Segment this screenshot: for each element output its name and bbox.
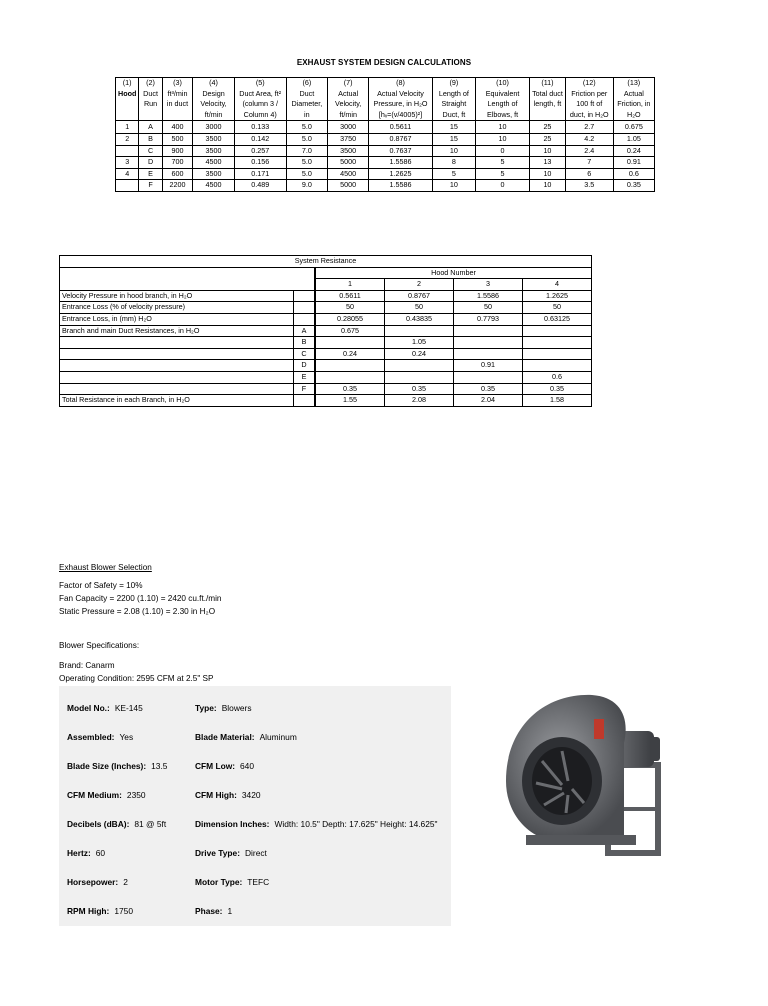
calc-cell: 0.156: [234, 157, 286, 169]
resistance-row: [60, 360, 592, 372]
spec-value: 60: [95, 848, 106, 858]
spec-key: RPM High:: [67, 906, 110, 916]
resistance-value: [385, 360, 454, 372]
calc-cell: 3: [116, 157, 139, 169]
calc-cell: 9.0: [286, 180, 328, 192]
resistance-value: 0.24: [316, 348, 385, 360]
spec-key: Decibels (dBA):: [67, 819, 130, 829]
resistance-row-label: [60, 371, 294, 383]
calc-table-row: [116, 145, 655, 157]
spec-item: [195, 703, 252, 713]
resistance-duct-letter: [294, 290, 315, 302]
specifications-panel: [59, 686, 451, 926]
spec-item: [195, 790, 261, 800]
resistance-row: [60, 290, 592, 302]
spec-key: Blade Material:: [195, 732, 255, 742]
spec-key: Blade Size (Inches):: [67, 761, 147, 771]
resistance-row: [60, 348, 592, 360]
calc-cell: 1.5586: [369, 157, 433, 169]
calc-cell: 3.5: [565, 180, 613, 192]
calc-header-col12: (12) Friction per 100 ft of duct, in H₂O: [565, 78, 613, 121]
hood-number-header: Hood Number: [316, 267, 592, 279]
spec-value: 2: [123, 877, 128, 887]
spec-key: Type:: [195, 703, 217, 713]
resistance-row: [60, 325, 592, 337]
calc-cell: 3750: [328, 133, 369, 145]
calc-cell: 10: [530, 168, 566, 180]
calc-cell: [116, 145, 139, 157]
resistance-value: 0.6: [523, 371, 592, 383]
calc-cell: 5: [476, 157, 530, 169]
calc-header-col2: (2) Duct Run: [139, 78, 162, 121]
calc-cell: 3500: [193, 145, 235, 157]
spec-value: 1: [227, 906, 233, 916]
resistance-row-label: Velocity Pressure in hood branch, in H₂O: [60, 290, 294, 302]
spec-item: [67, 906, 133, 916]
resistance-value: [523, 348, 592, 360]
spec-key: CFM Low:: [195, 761, 236, 771]
calc-cell: 5.0: [286, 121, 328, 134]
spec-value: 640: [240, 761, 254, 771]
resistance-value: 0.35: [523, 383, 592, 395]
static-pressure: Static Pressure = 2.08 (1.10) = 2.30 in H₂O: [59, 607, 216, 616]
calc-cell: 10: [530, 180, 566, 192]
hood-number-1: 1: [316, 279, 385, 291]
calc-cell: 6: [565, 168, 613, 180]
resistance-value: 0.91: [454, 360, 523, 372]
calc-table-row: [116, 133, 655, 145]
calc-cell: 3500: [328, 145, 369, 157]
spec-item: [195, 732, 297, 742]
resistance-table-title: System Resistance: [60, 256, 592, 268]
spec-value: 81 @ 5ft: [134, 819, 167, 829]
spec-item: [195, 848, 267, 858]
calc-cell: 1.2625: [369, 168, 433, 180]
spec-item: [195, 906, 232, 916]
spec-value: Width: 10.5" Depth: 17.625" Height: 14.625": [274, 819, 438, 829]
spec-item: [67, 848, 105, 858]
calc-header-col9: (9) Length of Straight Duct, ft: [432, 78, 475, 121]
calc-table-row: [116, 157, 655, 169]
resistance-value: [454, 337, 523, 349]
spec-value: 3420: [241, 790, 261, 800]
resistance-row-label: Total Resistance in each Branch, in H₂O: [60, 395, 294, 407]
calc-cell: 2200: [162, 180, 192, 192]
calc-cell: 3000: [193, 121, 235, 134]
calc-cell: 4500: [193, 157, 235, 169]
resistance-value: 1.2625: [523, 290, 592, 302]
spec-value: Aluminum: [259, 732, 297, 742]
calc-cell: 15: [432, 121, 475, 134]
resistance-value: 1.58: [523, 395, 592, 407]
calc-cell: 10: [476, 121, 530, 134]
calc-table-body: [116, 121, 655, 192]
resistance-row: [60, 371, 592, 383]
calc-cell: 0.142: [234, 133, 286, 145]
calc-table-row: [116, 168, 655, 180]
resistance-value: 0.675: [316, 325, 385, 337]
calc-cell: 2: [116, 133, 139, 145]
calc-cell: 1.05: [613, 133, 654, 145]
calc-cell: 0.133: [234, 121, 286, 134]
calc-cell: 10: [530, 145, 566, 157]
resistance-value: [523, 360, 592, 372]
calc-cell: C: [139, 145, 162, 157]
resistance-value: 0.63125: [523, 313, 592, 325]
resistance-value: 0.7793: [454, 313, 523, 325]
calc-table-row: [116, 121, 655, 134]
factor-of-safety: Factor of Safety = 10%: [59, 581, 143, 590]
calc-cell: 700: [162, 157, 192, 169]
calc-cell: 0.91: [613, 157, 654, 169]
hood-number-3: 3: [454, 279, 523, 291]
calc-header-col11: (11) Total duct length, ft: [530, 78, 566, 121]
calc-cell: 10: [432, 145, 475, 157]
resistance-duct-letter: F: [294, 383, 315, 395]
calc-cell: 1: [116, 121, 139, 134]
calc-cell: 13: [530, 157, 566, 169]
spec-key: Motor Type:: [195, 877, 243, 887]
resistance-row-label: Entrance Loss, in (mm) H₂O: [60, 313, 294, 325]
spec-key: CFM Medium:: [67, 790, 122, 800]
resistance-value: 50: [523, 302, 592, 314]
resistance-duct-letter: D: [294, 360, 315, 372]
spec-value: 1750: [114, 906, 133, 916]
calc-cell: E: [139, 168, 162, 180]
resistance-value: [316, 360, 385, 372]
operating-condition: Operating Condition: 2595 CFM at 2.5" SP: [59, 674, 214, 683]
resistance-row: [60, 313, 592, 325]
calc-cell: 0.7637: [369, 145, 433, 157]
spec-value: KE-145: [114, 703, 143, 713]
resistance-header-blank: [60, 267, 315, 290]
calc-cell: 7.0: [286, 145, 328, 157]
resistance-value: [385, 325, 454, 337]
resistance-duct-letter: B: [294, 337, 315, 349]
calc-cell: 0.5611: [369, 121, 433, 134]
calc-header-row: [116, 78, 655, 121]
spec-value: Yes: [119, 732, 134, 742]
calc-cell: F: [139, 180, 162, 192]
calc-cell: 0.6: [613, 168, 654, 180]
blower-selection-heading: Exhaust Blower Selection: [59, 563, 152, 572]
resistance-value: 2.08: [385, 395, 454, 407]
calc-cell: 500: [162, 133, 192, 145]
resistance-row: [60, 395, 592, 407]
resistance-row-label: Branch and main Duct Resistances, in H₂O: [60, 325, 294, 337]
calc-cell: 0.35: [613, 180, 654, 192]
spec-key: CFM High:: [195, 790, 237, 800]
resistance-value: 0.8767: [385, 290, 454, 302]
resistance-value: 0.28055: [316, 313, 385, 325]
calc-cell: 0.171: [234, 168, 286, 180]
spec-value: 2350: [126, 790, 146, 800]
resistance-value: [523, 337, 592, 349]
calc-header-col13: (13) Actual Friction, in H₂O: [613, 78, 654, 121]
resistance-value: [316, 337, 385, 349]
resistance-value: 0.35: [454, 383, 523, 395]
resistance-row: [60, 337, 592, 349]
calc-cell: 4: [116, 168, 139, 180]
resistance-value: [454, 325, 523, 337]
resistance-value: [454, 371, 523, 383]
resistance-value: [316, 371, 385, 383]
resistance-row-label: Entrance Loss (% of velocity pressure): [60, 302, 294, 314]
spec-key: Dimension Inches:: [195, 819, 270, 829]
resistance-row-label: [60, 348, 294, 360]
calc-header-col5: (5) Duct Area, ft² (column 3 / Column 4): [234, 78, 286, 121]
calc-cell: 400: [162, 121, 192, 134]
calc-cell: [116, 180, 139, 192]
resistance-row-label: [60, 337, 294, 349]
system-resistance-table: [59, 255, 592, 407]
spec-item: [195, 819, 438, 829]
spec-item: [67, 877, 128, 887]
hood-number-2: 2: [385, 279, 454, 291]
resistance-value: 50: [454, 302, 523, 314]
resistance-value: 0.35: [316, 383, 385, 395]
calc-header-col3: (3) ft³/min in duct: [162, 78, 192, 121]
resistance-row: [60, 302, 592, 314]
calc-header-col7: (7) Actual Velocity, ft/min: [328, 78, 369, 121]
calc-cell: 7: [565, 157, 613, 169]
calc-header-col8: (8) Actual Velocity Pressure, in H₂O [hᵥ=(v/4005)²]: [369, 78, 433, 121]
spec-key: Horsepower:: [67, 877, 119, 887]
spec-key: Assembled:: [67, 732, 115, 742]
brand: Brand: Canarm: [59, 661, 115, 670]
resistance-row-label: [60, 360, 294, 372]
spec-item: [67, 761, 167, 771]
calc-cell: B: [139, 133, 162, 145]
calc-header-col10: (10) Equivalent Length of Elbows, ft: [476, 78, 530, 121]
page-title: EXHAUST SYSTEM DESIGN CALCULATIONS: [296, 58, 472, 67]
spec-item: [195, 877, 269, 887]
spec-key: Phase:: [195, 906, 223, 916]
calc-cell: D: [139, 157, 162, 169]
spec-value: 13.5: [151, 761, 168, 771]
calc-cell: 5.0: [286, 133, 328, 145]
resistance-value: 0.24: [385, 348, 454, 360]
calc-cell: 0.8767: [369, 133, 433, 145]
resistance-value: 0.5611: [316, 290, 385, 302]
resistance-value: 0.35: [385, 383, 454, 395]
calc-cell: 4500: [328, 168, 369, 180]
spec-value: Direct: [245, 848, 267, 858]
calc-cell: 5000: [328, 157, 369, 169]
blower-specifications-heading: Blower Specifications:: [59, 641, 140, 650]
resistance-duct-letter: C: [294, 348, 315, 360]
blower-product-image: [496, 685, 668, 857]
resistance-row-label: [60, 383, 294, 395]
spec-item: [67, 732, 133, 742]
calc-cell: 3500: [193, 133, 235, 145]
calc-cell: 2.7: [565, 121, 613, 134]
spec-key: Drive Type:: [195, 848, 240, 858]
calc-cell: 5.0: [286, 157, 328, 169]
calc-cell: 0.257: [234, 145, 286, 157]
resistance-duct-letter: A: [294, 325, 315, 337]
calc-cell: 10: [476, 133, 530, 145]
calc-cell: 25: [530, 133, 566, 145]
spec-key: Model No.:: [67, 703, 110, 713]
resistance-value: [454, 348, 523, 360]
resistance-value: [523, 325, 592, 337]
calc-header-col1: (1) Hood: [116, 78, 139, 121]
calc-cell: 2.4: [565, 145, 613, 157]
resistance-value: 1.5586: [454, 290, 523, 302]
spec-value: TEFC: [247, 877, 270, 887]
calc-cell: 3500: [193, 168, 235, 180]
calc-cell: 4500: [193, 180, 235, 192]
calc-cell: 900: [162, 145, 192, 157]
calc-cell: 4.2: [565, 133, 613, 145]
calc-cell: 0.675: [613, 121, 654, 134]
spec-item: [67, 790, 146, 800]
calc-cell: 5000: [328, 180, 369, 192]
fan-capacity: Fan Capacity = 2200 (1.10) = 2420 cu.ft./min: [59, 594, 222, 603]
calc-cell: 1.5586: [369, 180, 433, 192]
resistance-row: [60, 383, 592, 395]
hood-number-4: 4: [523, 279, 592, 291]
calc-cell: 0.489: [234, 180, 286, 192]
resistance-value: 0.43835: [385, 313, 454, 325]
calc-cell: 10: [432, 180, 475, 192]
spec-key: Hertz:: [67, 848, 91, 858]
calc-header-col4: (4) Design Velocity, ft/min: [193, 78, 235, 121]
resistance-value: 1.05: [385, 337, 454, 349]
resistance-value: 50: [316, 302, 385, 314]
calc-cell: 3000: [328, 121, 369, 134]
calc-cell: 15: [432, 133, 475, 145]
spec-item: [195, 761, 254, 771]
calc-table-row: [116, 180, 655, 192]
spec-value: Blowers: [221, 703, 252, 713]
spec-item: [67, 703, 143, 713]
resistance-duct-letter: [294, 395, 315, 407]
calc-header-col6: (6) Duct Diameter, in: [286, 78, 328, 121]
calc-cell: A: [139, 121, 162, 134]
calc-cell: 600: [162, 168, 192, 180]
calc-cell: 25: [530, 121, 566, 134]
resistance-duct-letter: [294, 313, 315, 325]
resistance-value: 50: [385, 302, 454, 314]
resistance-table-body: [60, 290, 592, 406]
calc-cell: 0.24: [613, 145, 654, 157]
calc-cell: 5: [432, 168, 475, 180]
calc-cell: 8: [432, 157, 475, 169]
calc-cell: 5.0: [286, 168, 328, 180]
resistance-duct-letter: E: [294, 371, 315, 383]
resistance-value: [385, 371, 454, 383]
calc-cell: 0: [476, 145, 530, 157]
resistance-value: 2.04: [454, 395, 523, 407]
resistance-duct-letter: [294, 302, 315, 314]
calc-cell: 0: [476, 180, 530, 192]
design-calculations-table: [115, 77, 655, 192]
spec-item: [67, 819, 166, 829]
resistance-value: 1.55: [316, 395, 385, 407]
calc-cell: 5: [476, 168, 530, 180]
